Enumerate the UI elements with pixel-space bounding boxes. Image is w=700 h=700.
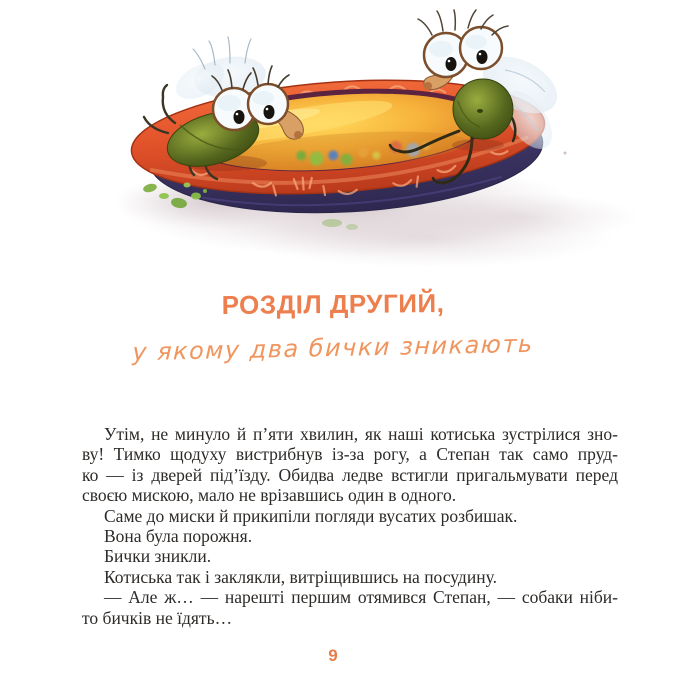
flies-on-plate-illustration <box>0 5 700 275</box>
body-line: Саме до миски й прикипіли погляди вусатих розбишак. <box>104 505 518 526</box>
body-line: ко — із дверей під’їзду. Обидва ледве встигли пригальмувати перед <box>82 464 618 485</box>
body-line: своєю мискою, мало не врізавшись один в одного. <box>82 485 457 506</box>
right-fly-body <box>453 79 513 139</box>
body-line: Котиська так і заклякли, витріщившись на посудину. <box>104 566 497 587</box>
body-line: то бичків не їдять… <box>82 607 233 628</box>
body-line: Вона була порожня. <box>104 525 253 546</box>
body-line: Бички зникли. <box>104 546 212 567</box>
body-line: Утім, не минуло й п’яти хвилин, як наші котиська зустрілися зно- <box>104 424 618 444</box>
body-text <box>82 424 618 628</box>
body-line: ву! Тимко щодуху вистрибнув із-за рогу, а Степан так само пруд- <box>82 444 618 465</box>
chapter-title: РОЗДІЛ ДРУГИЙ, <box>221 288 445 320</box>
chapter-subtitle: у якому два бички зникають <box>131 329 535 367</box>
page-number: 9 <box>328 646 338 665</box>
body-line: — Але ж… — нарешті першим отямився Степан, — собаки ніби- <box>104 587 618 608</box>
